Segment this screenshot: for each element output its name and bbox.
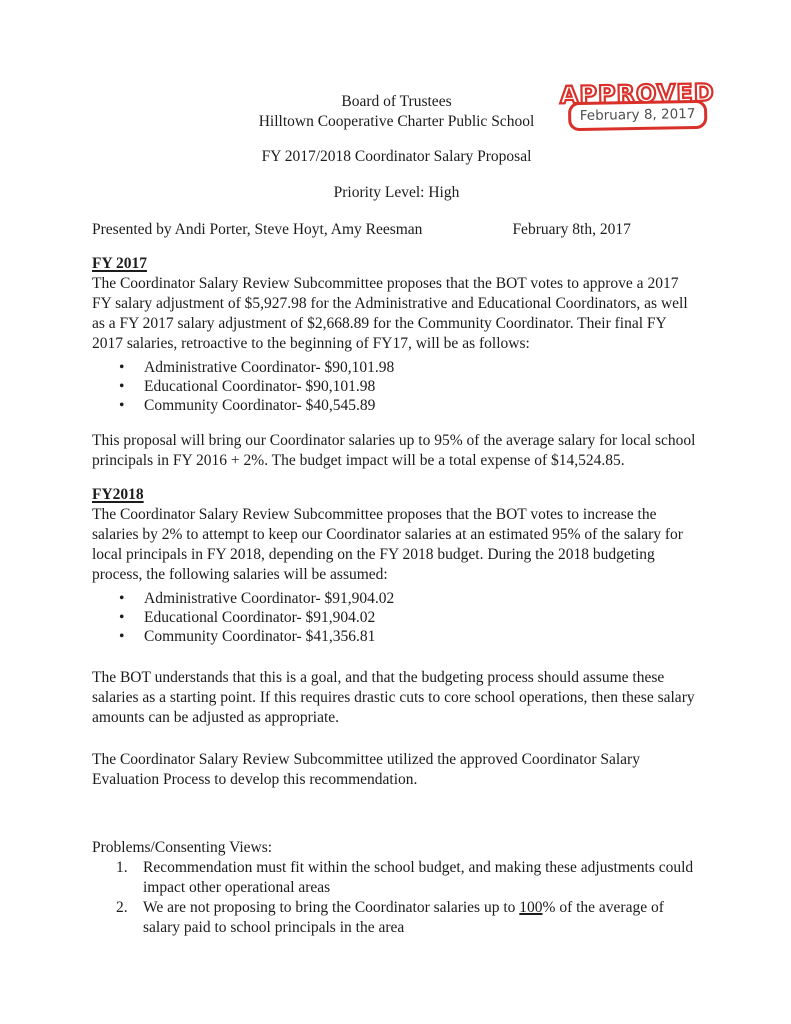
presented-by-line xyxy=(92,220,701,240)
list-item xyxy=(92,898,701,938)
fy2017-intro-paragraph: The Coordinator Salary Review Subcommittee proposes that the BOT votes to approve a 2017 FY salary adjustment of $5,927.98 for the Administrative and Educational Coordinators, as well as a FY 2017 salary adjustment of $2,668.89 for the Community Coordinator. Their final FY 2017 salaries, retroactive to the beginning of FY17, will be as follows: xyxy=(92,275,688,352)
presented-by-text: Presented by Andi Porter, Steve Hoyt, Amy Reesman xyxy=(92,221,423,238)
fy2018-salary-educational: Educational Coordinator- $91,904.02 xyxy=(144,609,376,626)
bullet-icon: • xyxy=(119,590,125,607)
problems-item-1: Recommendation must fit within the school budget, and making these adjustments could impact other operational areas xyxy=(143,859,694,896)
fy2017-section xyxy=(92,254,701,471)
priority-level: Priority Level: High xyxy=(333,184,460,201)
item-number: 1. xyxy=(116,859,128,876)
fy2018-section xyxy=(92,485,701,790)
fy2018-salary-admin: Administrative Coordinator- $91,904.02 xyxy=(144,590,395,607)
approved-stamp xyxy=(559,78,716,132)
problems-item-2-underlined: 100 xyxy=(519,899,543,916)
fy2017-salary-educational: Educational Coordinator- $90,101.98 xyxy=(144,378,376,395)
fy2018-salary-list xyxy=(92,589,701,646)
approved-stamp-date: February 8, 2017 xyxy=(579,105,696,125)
fy2017-summary-paragraph: This proposal will bring our Coordinator salaries up to 95% of the average salary for local school principals in FY 2016 + 2%. The budget impact will be a total expense of $14,524.85. xyxy=(92,432,696,469)
evaluation-process-paragraph: The Coordinator Salary Review Subcommittee utilized the approved Coordinator Salary Evaluation Process to develop this recommendation. xyxy=(92,751,640,788)
bullet-icon: • xyxy=(119,628,125,645)
presented-date: February 8th, 2017 xyxy=(512,221,631,238)
problems-section xyxy=(92,838,701,938)
bot-goal-paragraph: The BOT understands that this is a goal, and that the budgeting process should assume these salaries as a starting point. If this requires drastic cuts to core school operations, then these salary amounts can be adjusted as appropriate. xyxy=(92,669,695,726)
fy2017-salary-admin: Administrative Coordinator- $90,101.98 xyxy=(144,359,395,376)
problems-item-2-pre: We are not proposing to bring the Coordinator salaries up to xyxy=(143,899,520,916)
item-number: 2. xyxy=(116,899,128,916)
list-item xyxy=(92,377,701,396)
list-item xyxy=(92,358,701,377)
approved-stamp-label: APPROVED xyxy=(559,78,716,110)
bullet-icon: • xyxy=(119,378,125,395)
org-name: Board of Trustees xyxy=(341,93,452,110)
list-item xyxy=(92,627,701,646)
problems-list xyxy=(92,858,701,938)
problems-item-2 xyxy=(143,898,701,938)
document-title: FY 2017/2018 Coordinator Salary Proposal xyxy=(261,148,532,165)
bullet-icon: • xyxy=(119,359,125,376)
school-name: Hilltown Cooperative Charter Public School xyxy=(258,113,535,130)
fy2018-heading: FY2018 xyxy=(92,486,144,503)
problems-heading: Problems/Consenting Views: xyxy=(92,839,273,856)
list-item xyxy=(92,589,701,608)
bullet-icon: • xyxy=(119,397,125,414)
fy2017-salary-community: Community Coordinator- $40,545.89 xyxy=(144,397,376,414)
list-item xyxy=(92,396,701,415)
bullet-icon: • xyxy=(119,609,125,626)
fy2018-salary-community: Community Coordinator- $41,356.81 xyxy=(144,628,376,645)
fy2018-intro-paragraph: The Coordinator Salary Review Subcommittee proposes that the BOT votes to increase the salaries by 2% to attempt to keep our Coordinator salaries at an estimated 95% of the salary for local principals in FY 2018, depending on the FY 2018 budget. During the 2018 budgeting process, the following salaries will be assumed: xyxy=(92,506,683,583)
list-item xyxy=(92,858,701,898)
fy2017-heading: FY 2017 xyxy=(92,255,147,272)
list-item xyxy=(92,608,701,627)
fy2017-salary-list xyxy=(92,358,701,415)
problems-item-2-post: % of the average of salary paid to school principals in the area xyxy=(143,899,664,936)
